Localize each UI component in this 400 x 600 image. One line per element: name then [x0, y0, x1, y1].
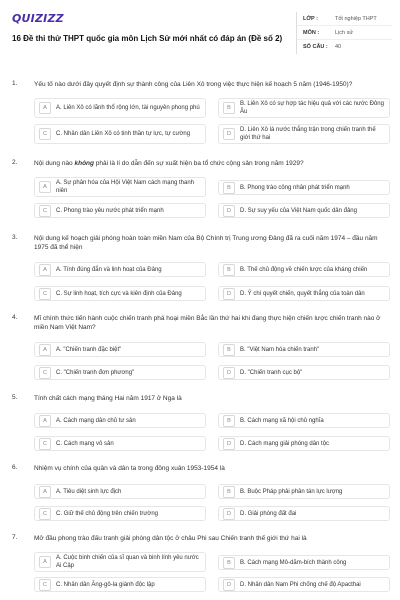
question-number: 1. [12, 80, 18, 87]
answer-option-d[interactable] [218, 436, 390, 451]
meta-label: SỐ CÂU : [303, 44, 328, 50]
answer-letter: C [39, 367, 51, 379]
answer-text: C. Nhân dân Liên Xô có tinh thần tự lực, tự cường [56, 131, 191, 137]
answer-letter: B [223, 344, 235, 356]
answer-text: B. Thế chủ động về chiến lược của kháng chiến [240, 266, 368, 273]
question-text-part: phải là lí do dẫn đến sự xuất hiện ba tổ chức cộng sản trong năm 1929? [93, 160, 304, 167]
question-number: 3. [12, 234, 18, 241]
answer-text: A. Cuộc binh chiến của sĩ quan và binh lính yêu nước Ai Cập [56, 555, 199, 569]
answer-letter: C [39, 288, 51, 300]
quizizz-logo: QUIZIZZ [12, 12, 64, 25]
answer-text: D. Liên Xô là nước thắng trận trong chiến tranh thế giới thứ hai [240, 127, 376, 141]
answer-text: B. Liên Xô có sự hợp tác hiệu quả với các nước Đông Âu [240, 101, 384, 115]
answer-letter: D [223, 508, 235, 520]
answer-text: B. "Việt Nam hóa chiến tranh" [240, 346, 320, 353]
answer-text: D. Ý chí quyết chiến, quyết thắng của toàn dân [240, 290, 365, 297]
answer-text: A. Tính đúng đắn và linh hoạt của Đảng [56, 266, 162, 273]
meta-label: MÔN : [303, 29, 320, 36]
meta-row-question-count [297, 40, 392, 54]
meta-value: Lịch sử [335, 29, 354, 36]
answer-letter: A [39, 344, 51, 356]
question-number: 4. [12, 314, 18, 321]
answer-text: D. Giải phóng đất đai [240, 510, 297, 517]
answer-letter: B [223, 102, 235, 114]
question-text: Mở đầu phong trào đấu tranh giải phóng dân tộc ở châu Phi sau Chiến tranh thế giới thứ hai là [34, 535, 307, 542]
answer-letter: C [39, 205, 51, 217]
answer-option-b[interactable] [218, 413, 390, 428]
answer-text: A. Tiêu diệt sinh lực địch [56, 488, 122, 495]
question-text-part: Nội dung nào [34, 160, 75, 167]
answer-text: B. Buộc Pháp phải phân tán lực lượng [240, 488, 343, 495]
question-text: Nhiệm vụ chính của quân và dân ta trong đông xuân 1953-1954 là [34, 465, 225, 472]
answer-option-a[interactable] [34, 98, 206, 118]
answer-text: C. "Chiến tranh đơn phương" [56, 369, 135, 376]
answer-option-a[interactable] [34, 177, 206, 197]
question-text [34, 159, 390, 168]
answer-text: A. Cách mạng dân chủ tư sản [56, 417, 136, 424]
answer-text: C. Giữ thế chủ động trên chiến trường [56, 510, 159, 517]
answer-letter: A [39, 181, 51, 193]
answer-option-b[interactable] [218, 98, 390, 118]
answer-text: B. Cách mạng xã hội chủ nghĩa [240, 417, 324, 424]
question-text: Yếu tố nào dưới đây quyết định sự thành công của Liên Xô trong việc thực hiện kế hoạch 5 năm (1946-1950)? [34, 81, 353, 88]
answer-option-a[interactable] [34, 342, 206, 357]
answer-letter: C [39, 438, 51, 450]
answer-option-a[interactable] [34, 484, 206, 499]
answer-option-c[interactable] [34, 365, 206, 380]
answer-option-a[interactable] [34, 552, 206, 572]
answer-text: A. Sự phân hóa của Hội Việt Nam cách mạng thanh niên [56, 180, 194, 194]
answer-letter: D [223, 128, 235, 140]
answer-option-b[interactable] [218, 262, 390, 277]
answer-option-c[interactable] [34, 436, 206, 451]
answer-letter: D [223, 579, 235, 591]
worksheet-title: 16 Đề thi thử THPT quốc gia môn Lịch Sử mới nhất có đáp án (Đề số 2) [12, 34, 283, 43]
answer-option-a[interactable] [34, 262, 206, 277]
answer-letter: C [39, 579, 51, 591]
question-text: Tính chất cách mạng tháng Hai năm 1917 ở Nga là [34, 395, 182, 402]
answer-text: A. "Chiến tranh đặc biệt" [56, 346, 122, 353]
answer-letter: A [39, 556, 51, 568]
answer-text: D. "Chiến tranh cục bộ" [240, 369, 303, 376]
answer-text: B. Phong trào công nhân phát triển mạnh [240, 184, 350, 191]
answer-text: B. Cách mạng Mô-dăm-bích thành công [240, 559, 347, 566]
meta-label: LỚP : [303, 15, 318, 22]
answer-option-b[interactable] [218, 342, 390, 357]
answer-option-c[interactable] [34, 506, 206, 521]
answer-letter: A [39, 264, 51, 276]
answer-option-d[interactable] [218, 365, 390, 380]
answer-letter: A [39, 102, 51, 114]
answer-option-b[interactable] [218, 555, 390, 570]
answer-text: C. Nhân dân Ăng-gô-la giành độc lập [56, 581, 155, 588]
answer-option-a[interactable] [34, 413, 206, 428]
question-emphasis: không [74, 160, 94, 167]
answer-letter: D [223, 288, 235, 300]
answer-text: D. Sự suy yếu của Việt Nam quốc dân đảng [240, 207, 357, 214]
answer-option-c[interactable] [34, 577, 206, 592]
answer-option-c[interactable] [34, 286, 206, 301]
answer-text: D. Cách mạng giải phóng dân tộc [240, 440, 330, 447]
answer-letter: B [223, 486, 235, 498]
answer-letter: D [223, 205, 235, 217]
answer-option-c[interactable] [34, 124, 206, 144]
answer-option-d[interactable] [218, 506, 390, 521]
answer-letter: D [223, 438, 235, 450]
meta-row-subject [297, 26, 392, 40]
answer-text: C. Phong trào yêu nước phát triển mạnh [56, 207, 164, 214]
answer-option-d[interactable] [218, 203, 390, 218]
answer-letter: B [223, 264, 235, 276]
answer-letter: C [39, 128, 51, 140]
answer-option-d[interactable] [218, 577, 390, 592]
meta-row-class [297, 12, 392, 26]
answer-option-d[interactable] [218, 286, 390, 301]
answer-letter: B [223, 415, 235, 427]
worksheet-meta-table [296, 12, 392, 54]
question-number: 6. [12, 464, 18, 471]
answer-text: D. Nhân dân Nam Phi chống chế độ Apacthai [240, 581, 361, 588]
answer-letter: A [39, 415, 51, 427]
question-number: 2. [12, 159, 18, 166]
answer-option-b[interactable] [218, 484, 390, 499]
question-number: 7. [12, 534, 18, 541]
question-text: Nội dung kế hoạch giải phóng hoàn toàn miền Nam của Bộ Chính trị Trung ương Đảng đã ra cuối năm 1974 – đầu năm 1975 đã thể hiện [34, 235, 378, 251]
answer-option-c[interactable] [34, 203, 206, 218]
answer-text: C. Sự linh hoạt, tích cực và kiên định của Đảng [56, 290, 182, 297]
answer-letter: C [39, 508, 51, 520]
answer-letter: A [39, 486, 51, 498]
answer-letter: B [223, 182, 235, 194]
question-number: 5. [12, 394, 18, 401]
meta-value: 40 [335, 44, 342, 50]
answer-letter: D [223, 367, 235, 379]
answer-text: A. Liên Xô có lãnh thổ rộng lớn, tài nguyên phong phú [56, 105, 200, 111]
answer-letter: B [223, 557, 235, 569]
answer-option-b[interactable] [218, 180, 390, 195]
meta-value: Tốt nghiệp THPT [335, 15, 377, 22]
answer-option-d[interactable] [218, 124, 390, 144]
worksheet-header [0, 0, 400, 66]
question-text: Mĩ chính thức tiến hành cuộc chiến tranh phá hoại miền Bắc lần thứ hai khi đang thực hiện chiến lược chiến tranh nào ở miền Nam Việt Nam? [34, 315, 381, 331]
answer-text: C. Cách mạng vô sản [56, 440, 114, 447]
